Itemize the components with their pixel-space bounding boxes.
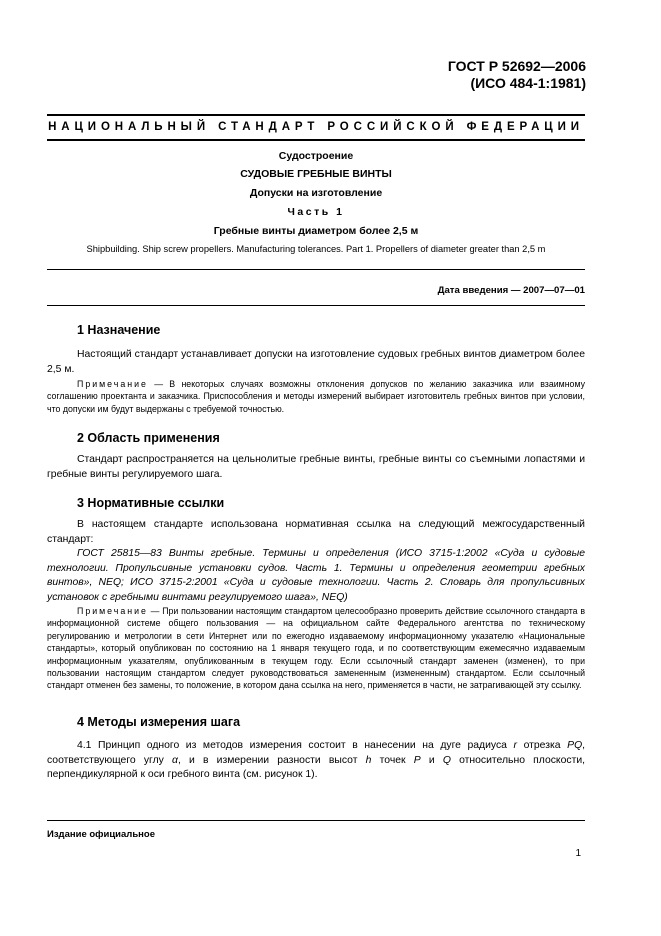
date-rule — [47, 305, 585, 306]
title-part: Часть 1 — [287, 206, 345, 218]
title-rule — [47, 269, 585, 270]
section-2-heading: 2 Область применения — [77, 431, 220, 445]
page-number: 1 — [575, 848, 581, 859]
standard-number: ГОСТ Р 52692—2006 — [447, 58, 586, 74]
section-2-text: Стандарт распространяется на цельнолитые гребные винты, гребные винты со съемными лопастями и гребные винты регулируемого шага. — [47, 454, 585, 480]
document-header — [448, 58, 586, 92]
top-rule — [47, 114, 585, 116]
introduction-date: Дата введения — 2007—07—01 — [437, 285, 585, 296]
banner-rule — [47, 139, 585, 141]
note-label: Примечание — [77, 606, 148, 616]
title-main: СУДОВЫЕ ГРЕБНЫЕ ВИНТЫ — [240, 168, 392, 180]
title-field: Судостроение — [278, 150, 354, 162]
note-label: Примечание — [77, 379, 148, 389]
official-edition-label: Издание официальное — [47, 829, 155, 840]
section-1-heading: 1 Назначение — [77, 323, 161, 337]
section-1-text: Настоящий стандарт устанавливает допуски на изготовление судовых гребных винтов диаметром более 2,5 м. — [47, 349, 585, 375]
section-3-heading: 3 Нормативные ссылки — [77, 496, 225, 510]
section-4-paragraph: 4.1 Принцип одного из методов измерения состоит в нанесении на дуге радиуса r отрезка PQ, соответствующего углу α, и в измерении разности высот h точек P и Q относительно плоскости, перпендикулярной к оси гребного винта (см. рисунок 1). — [47, 740, 586, 780]
national-standard-banner: НАЦИОНАЛЬНЫЙ СТАНДАРТ РОССИЙСКОЙ ФЕДЕРАЦИИ — [48, 121, 584, 133]
iso-reference: (ИСО 484-1:1981) — [470, 75, 586, 91]
title-sub: Допуски на изготовление — [249, 187, 383, 199]
title-part-name: Гребные винты диаметром более 2,5 м — [213, 225, 419, 237]
section-3-reference: ГОСТ 25815—83 Винты гребные. Термины и определения (ИСО 3715-1:2002 «Суда и судовые технологии. Пропульсивные установки судов. Часть 1. Термины и определения геометрии гребных винтов», NEQ; ИСО 3715-2:2001 «Суда и судовые технологии. Часть 2. Словарь для пропульсивных установок с гребными винтами регулируемого шага», NEQ) — [47, 548, 585, 603]
section-4-heading: 4 Методы измерения шага — [77, 715, 241, 729]
english-title: Shipbuilding. Ship screw propellers. Manufacturing tolerances. Part 1. Propellers of diameter greater than 2,5 m — [86, 244, 546, 254]
section-1-note: Примечание — В некоторых случаях возможны отклонения допусков по желанию заказчика или взаимному соглашению проектанта и заказчика. Приспособления и методы измерений выбирает изготовитель гребных винтов при условии, что допуски им будут выдержаны с требуемой точностью. — [47, 379, 585, 414]
footer-rule — [47, 820, 585, 821]
section-3-note: Примечание — При пользовании настоящим стандартом целесообразно проверить действие ссылочного стандарта в информационной системе общего пользования — на официальном сайте Федерального агентства по техническому регулированию и метрологии в сети Интернет или по ежегодно издаваемому информационному указателю «Национальные стандарты», который опубликован по состоянию на 1 января текущего года, и по соответствующим ежемесячно издаваемым информационным указателям, опубликованным в текущем году. Если ссылочный стандарт заменен (изменен), то при пользовании настоящим стандартом следует руководствоваться замененным (измененным) стандартом. Если ссылочный стандарт отменен без замены, то положение, в котором дана ссылка на него, применяется в части, не затрагивающей эту ссылку. — [47, 606, 585, 691]
section-3-text: В настоящем стандарте использована нормативная ссылка на следующий межгосударственный стандарт: — [47, 519, 585, 545]
